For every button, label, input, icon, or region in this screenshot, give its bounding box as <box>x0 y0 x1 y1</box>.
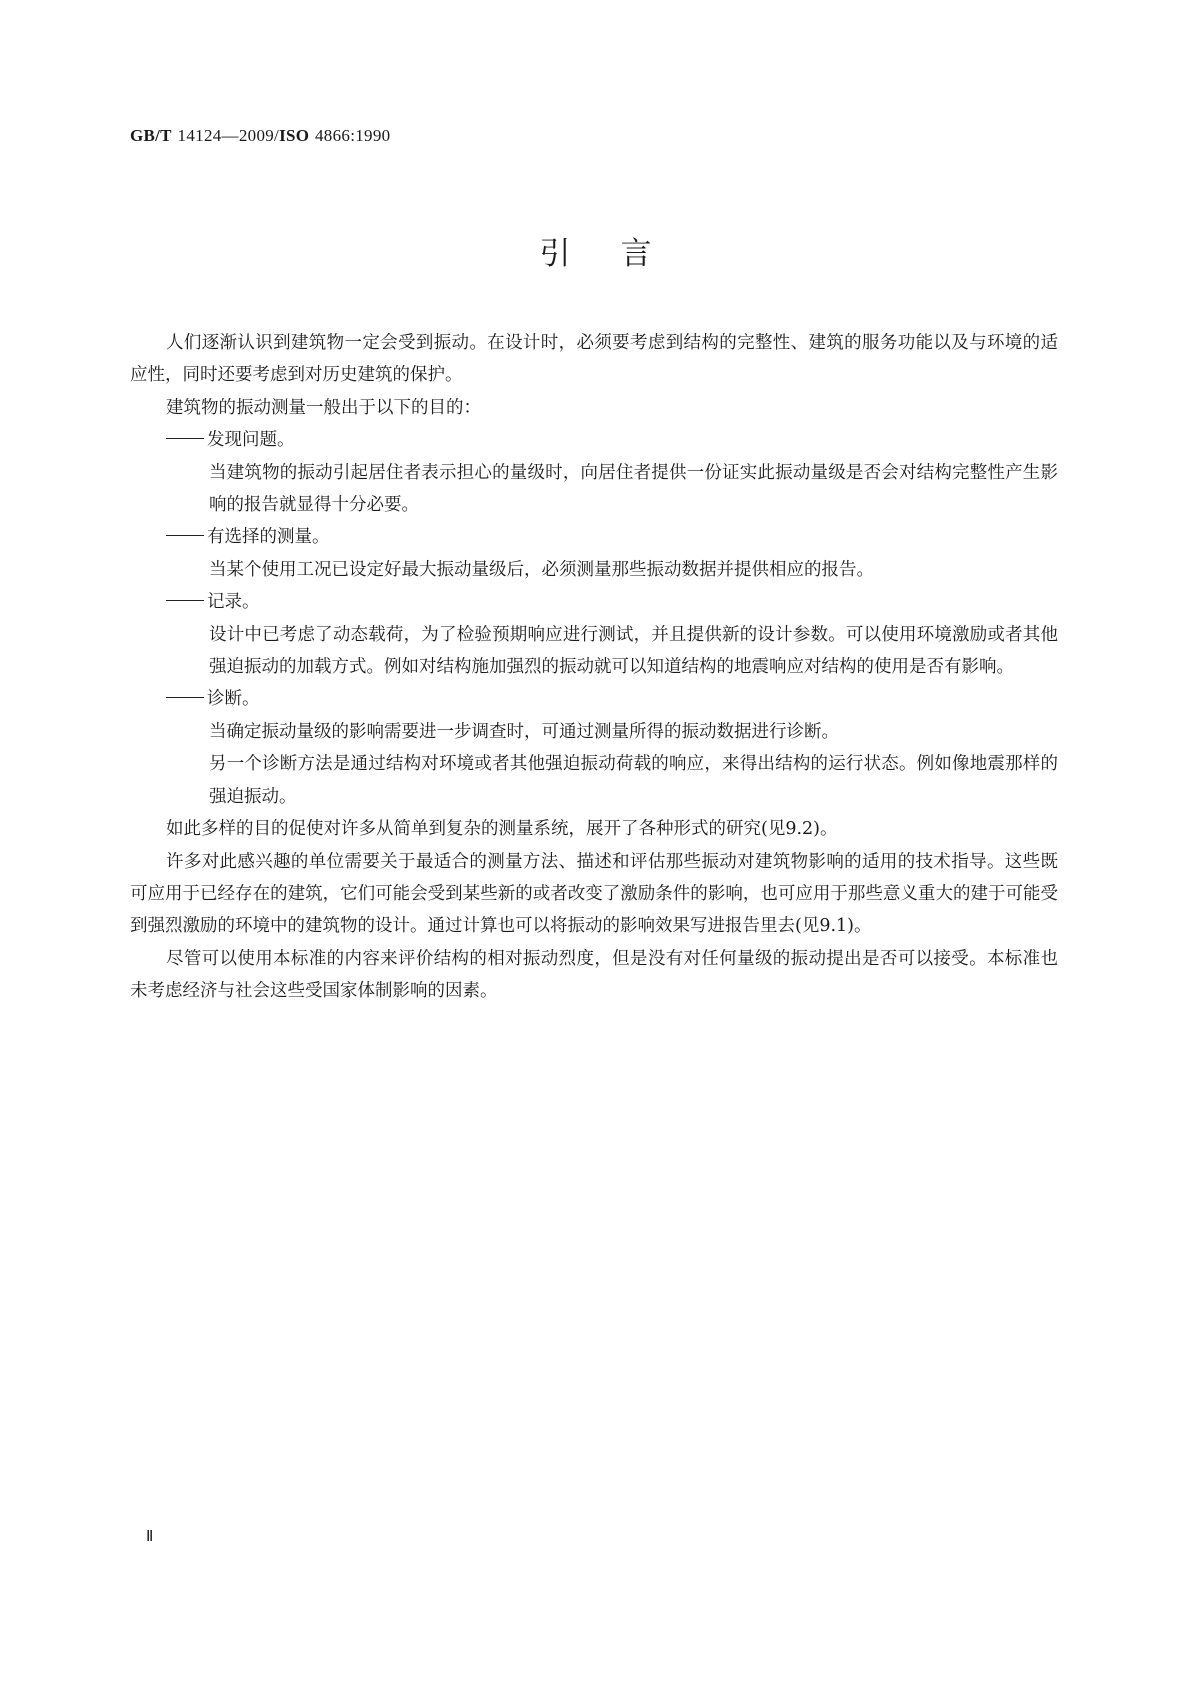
iso-prefix: ISO <box>279 126 310 145</box>
em-dash-marker <box>166 438 204 439</box>
paragraph-purposes-lead: 建筑物的振动测量一般出于以下的目的： <box>166 397 481 418</box>
section-title: 引言 <box>539 236 702 272</box>
list-item-text: 当建筑物的振动引起居住者表示担心的量级时，向居住者提供一份证实此振动量级是否会对结构完整性产生影响的报告就显得十分必要。 <box>209 462 1058 516</box>
document-body <box>130 327 1058 1008</box>
paragraph-research: 如此多样的目的促使对许多从简单到复杂的测量系统，展开了各种形式的研究(见9.2)。 <box>166 819 838 840</box>
standard-prefix: GB/T <box>130 126 172 145</box>
list-item-label: 记录。 <box>130 586 1058 618</box>
list-item-text: 设计中已考虑了动态载荷，为了检验预期响应进行测试，并且提供新的设计参数。可以使用环境激励或者其他强迫振动的加载方式。例如对结构施加强烈的振动就可以知道结构的地震响应对结构的使用是否有影响。 <box>209 624 1058 678</box>
paragraph-scope: 尽管可以使用本标准的内容来评价结构的相对振动烈度，但是没有对任何量级的振动提出是否可以接受。本标准也未考虑经济与社会这些受国家体制影响的因素。 <box>130 948 1058 1002</box>
list-item-text: 当某个使用工况已设定好最大振动量级后，必须测量那些振动数据并提供相应的报告。 <box>209 559 874 580</box>
em-dash-marker <box>166 600 204 601</box>
page-number: Ⅱ <box>146 1529 154 1545</box>
list-item-label: 有选择的测量。 <box>130 521 1058 553</box>
standard-number: 14124—2009/ <box>177 126 280 145</box>
paragraph-intro: 人们逐渐认识到建筑物一定会受到振动。在设计时，必须要考虑到结构的完整性、建筑的服务功能以及与环境的适应性，同时还要考虑到对历史建筑的保护。 <box>130 333 1058 386</box>
list-item-label: 诊断。 <box>130 683 1058 715</box>
em-dash-marker <box>166 697 204 698</box>
standard-number-header <box>130 126 390 146</box>
paragraph-guidance: 许多对此感兴趣的单位需要关于最适合的测量方法、描述和评估那些振动对建筑物影响的适用的技术指导。这些既可应用于已经存在的建筑，它们可能会受到某些新的或者改变了激励条件的影响，也可应用于那些意义重大的建于可能受到强烈激励的环境中的建筑物的设计。通过计算也可以将振动的影响效果写进报告里去(见9.1)。 <box>130 851 1058 937</box>
em-dash-marker <box>166 535 204 536</box>
list-item-text: 另一个诊断方法是通过结构对环境或者其他强迫振动荷载的响应，来得出结构的运行状态。例如像地震那样的强迫振动。 <box>209 754 1058 807</box>
iso-number: 4866:1990 <box>315 126 391 145</box>
list-item-text: 当确定振动量级的影响需要进一步调查时，可通过测量所得的振动数据进行诊断。 <box>209 721 839 742</box>
list-item-label: 发现问题。 <box>130 424 1058 456</box>
